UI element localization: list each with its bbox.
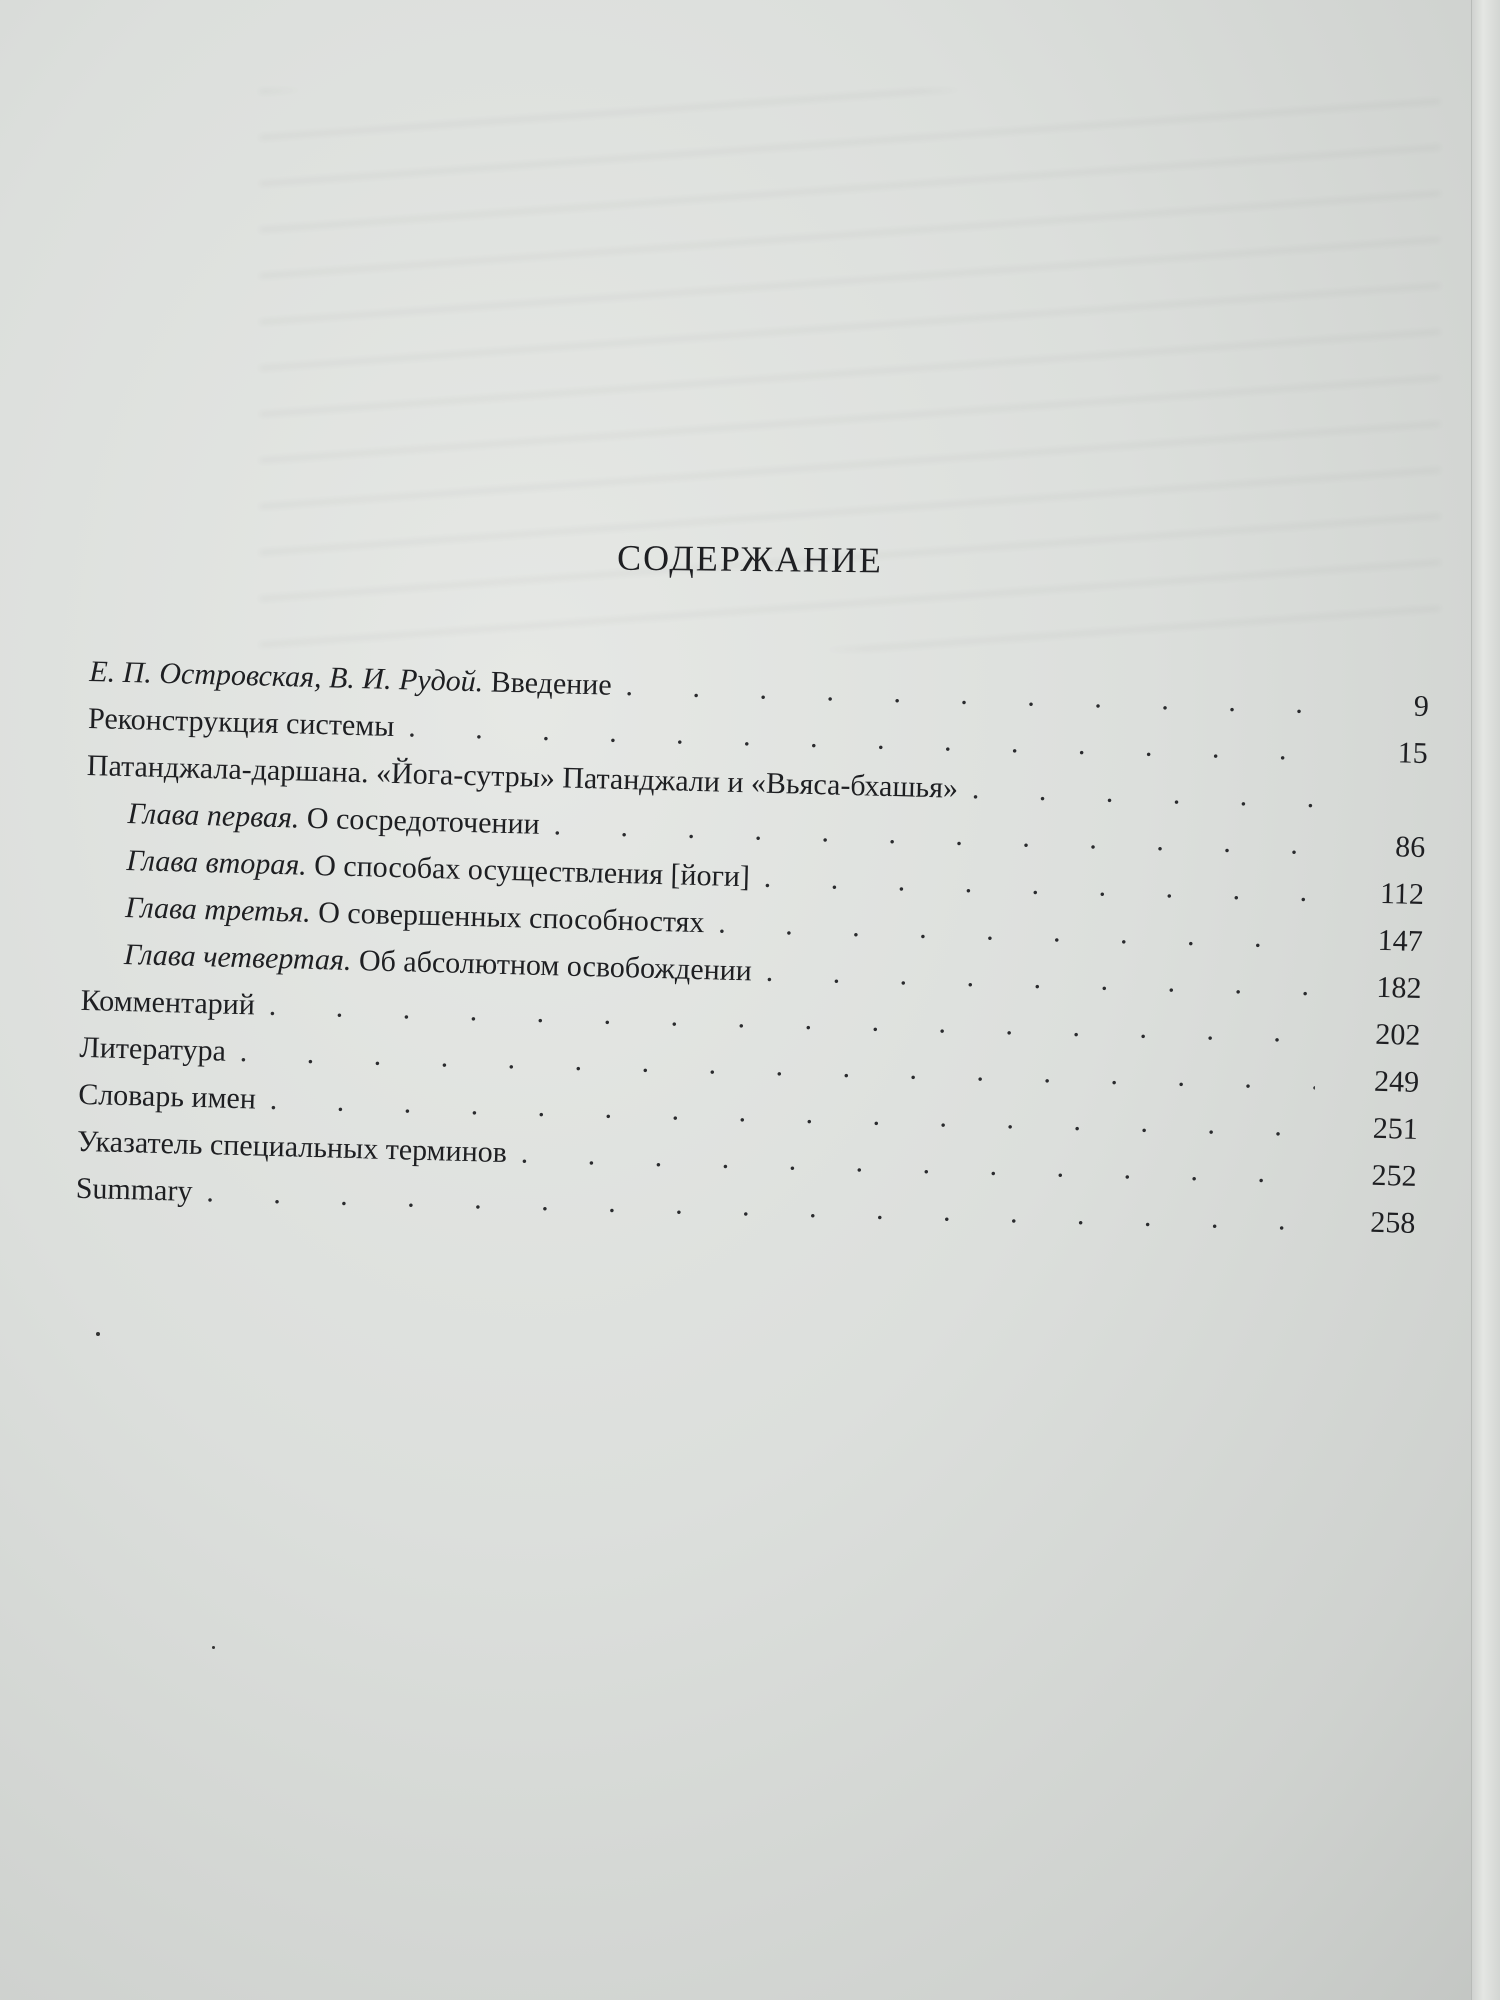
entry-title: О совершенных способностях bbox=[310, 895, 705, 940]
page-number: 249 bbox=[1373, 1064, 1420, 1099]
entry-authors: Е. П. Островская, В. И. Рудой. bbox=[88, 654, 484, 699]
chapter-label: Глава четвертая. bbox=[123, 938, 352, 977]
entry-title: Реконструкция системы bbox=[87, 701, 395, 743]
entry-title: О сосредоточении bbox=[299, 801, 541, 841]
toc-heading: СОДЕРЖАНИЕ bbox=[616, 537, 884, 581]
page-number: 112 bbox=[1379, 876, 1425, 911]
entry-title: Указатель специальных терминов bbox=[76, 1124, 508, 1170]
page-number: 182 bbox=[1376, 970, 1422, 1005]
chapter-label: Глава третья. bbox=[124, 891, 312, 929]
page-number: 202 bbox=[1374, 1017, 1421, 1052]
chapter-label: Глава вторая. bbox=[126, 844, 308, 882]
page-number: 86 bbox=[1394, 830, 1426, 865]
entry-title: Введение bbox=[482, 665, 613, 702]
paper-speck bbox=[96, 1332, 100, 1336]
entry-title: О способах осуществления [йоги] bbox=[306, 848, 751, 894]
entry-title: Об абсолютном освобождении bbox=[351, 943, 753, 988]
page-number: 252 bbox=[1371, 1158, 1418, 1193]
page-number bbox=[1336, 808, 1426, 810]
page-number: 15 bbox=[1397, 736, 1429, 771]
page-number: 9 bbox=[1413, 689, 1430, 724]
page-number: 147 bbox=[1377, 923, 1424, 958]
entry-title: Патанджала-даршана. «Йога-сутры» Патанджали и «Вьяса-бхашья» bbox=[86, 748, 959, 805]
page-edge bbox=[1471, 0, 1500, 2000]
chapter-label: Глава первая. bbox=[127, 797, 300, 835]
entry-title: Summary bbox=[75, 1171, 193, 1208]
page-number: 251 bbox=[1372, 1111, 1419, 1146]
page-number: 258 bbox=[1369, 1205, 1416, 1240]
entry-title: Комментарий bbox=[80, 983, 256, 1022]
entry-title: Словарь имен bbox=[77, 1077, 257, 1116]
paper-speck bbox=[212, 1646, 215, 1649]
table-of-contents bbox=[75, 648, 1429, 1247]
entry-title: Литература bbox=[79, 1030, 227, 1068]
